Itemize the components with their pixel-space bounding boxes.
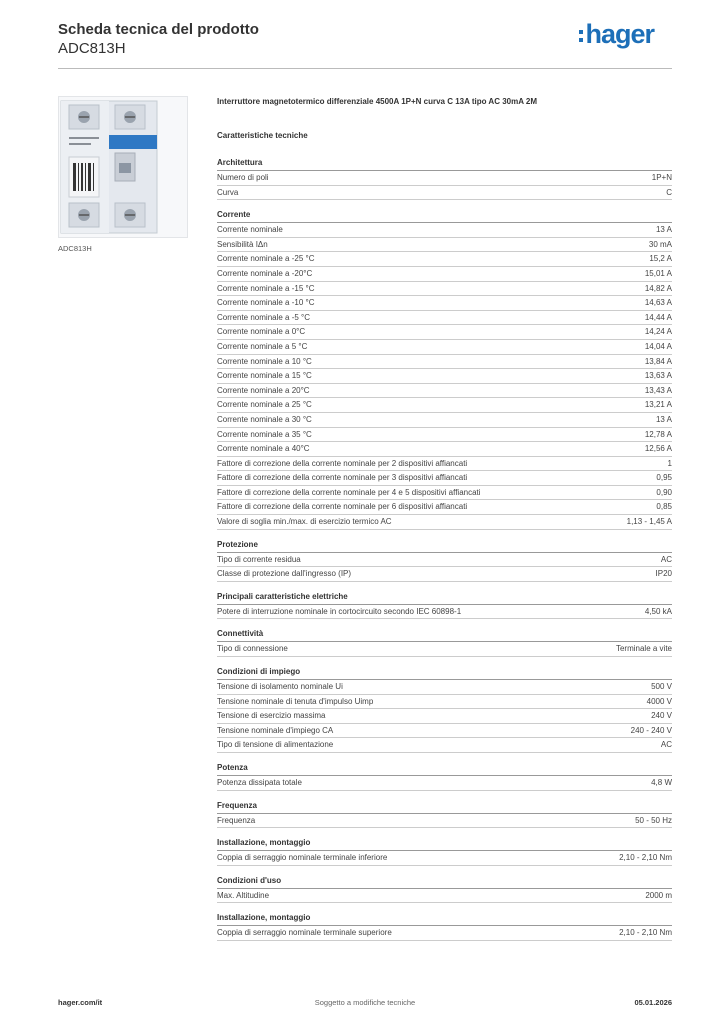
- section-title: Architettura: [217, 157, 672, 171]
- spec-row: [217, 926, 672, 941]
- spec-section: [217, 875, 672, 904]
- logo-text: hager: [585, 19, 654, 49]
- spec-value: 1,13 - 1,45 A: [626, 517, 672, 527]
- spec-value: AC: [660, 740, 672, 750]
- spec-row: [217, 695, 672, 710]
- spec-value: 13 A: [655, 414, 672, 424]
- spec-label: Corrente nominale a -20°C: [217, 268, 313, 278]
- spec-value: 13 A: [655, 225, 672, 235]
- spec-label: Sensibilità IΔn: [217, 239, 268, 249]
- spec-label: Frequenza: [217, 815, 256, 825]
- hager-logo: [579, 20, 654, 48]
- spec-value: Terminale a vite: [615, 644, 672, 654]
- spec-row: [217, 486, 672, 501]
- spec-row: [217, 252, 672, 267]
- spec-value: 15,01 A: [644, 268, 672, 278]
- spec-row: [217, 384, 672, 399]
- spec-label: Curva: [217, 187, 239, 197]
- section-title: Corrente: [217, 209, 672, 223]
- spec-value: 15,2 A: [649, 254, 672, 264]
- section-title: Principali caratteristiche elettriche: [217, 591, 672, 605]
- spec-row: [217, 267, 672, 282]
- spec-row: [217, 567, 672, 582]
- spec-value: 4,8 W: [651, 778, 672, 787]
- spec-value: 2,10 - 2,10 Nm: [619, 853, 672, 863]
- spec-value: 12,56 A: [644, 444, 672, 454]
- spec-row: [217, 553, 672, 568]
- spec-value: 14,04 A: [644, 341, 672, 351]
- spec-value: 13,43 A: [644, 385, 672, 395]
- spec-row: [217, 814, 672, 829]
- spec-row: [217, 851, 672, 866]
- spec-value: 2000 m: [645, 890, 672, 900]
- spec-row: [217, 776, 672, 791]
- spec-value: C: [666, 187, 672, 197]
- spec-row: [217, 442, 672, 457]
- spec-value: 240 V: [651, 711, 672, 721]
- spec-value: 0,90: [656, 487, 672, 497]
- spec-label: Corrente nominale: [217, 225, 283, 235]
- spec-label: Tensione nominale d'impiego CA: [217, 725, 334, 735]
- spec-label: Potere di interruzione nominale in cortocircuito secondo IEC 60898-1: [217, 606, 462, 616]
- product-code: ADC813H: [58, 40, 126, 57]
- spec-row: [217, 605, 672, 620]
- spec-row: [217, 889, 672, 904]
- spec-value: 0,95: [656, 473, 672, 483]
- spec-section: [217, 762, 672, 791]
- spec-row: [217, 369, 672, 384]
- section-title: Potenza: [217, 762, 672, 776]
- footer-date: 05.01.2026: [634, 998, 672, 1007]
- spec-label: Corrente nominale a 35 °C: [217, 429, 312, 439]
- spec-label: Tensione nominale di tenuta d'impulso Uimp: [217, 696, 374, 706]
- footer-note: Soggetto a modifiche tecniche: [314, 998, 416, 1007]
- spec-label: Corrente nominale a 30 °C: [217, 414, 312, 424]
- section-title: Condizioni d'uso: [217, 875, 672, 889]
- spec-label: Potenza dissipata totale: [217, 778, 302, 787]
- specs-heading: Caratteristiche tecniche: [217, 131, 308, 140]
- header-divider: [58, 68, 672, 69]
- spec-section: [217, 628, 672, 657]
- spec-label: Corrente nominale a -15 °C: [217, 283, 315, 293]
- spec-sheet: [217, 96, 672, 950]
- spec-label: Fattore di correzione della corrente nominale per 6 dispositivi affiancati: [217, 502, 468, 512]
- spec-label: Fattore di correzione della corrente nominale per 3 dispositivi affiancati: [217, 473, 468, 483]
- spec-row: [217, 223, 672, 238]
- spec-row: [217, 500, 672, 515]
- spec-row: [217, 413, 672, 428]
- spec-label: Tipo di corrente residua: [217, 554, 301, 564]
- spec-value: 240 - 240 V: [630, 725, 672, 735]
- spec-value: 30 mA: [648, 239, 672, 249]
- spec-value: 1: [667, 458, 672, 468]
- spec-value: AC: [660, 554, 672, 564]
- spec-label: Tensione di isolamento nominale Ui: [217, 682, 343, 692]
- spec-value: 14,44 A: [644, 312, 672, 322]
- spec-sections: [217, 157, 672, 941]
- spec-row: [217, 457, 672, 472]
- spec-section: [217, 666, 672, 753]
- spec-row: [217, 296, 672, 311]
- spec-label: Valore di soglia min./max. di esercizio termico AC: [217, 517, 392, 527]
- spec-value: 2,10 - 2,10 Nm: [619, 928, 672, 938]
- spec-value: 13,84 A: [644, 356, 672, 366]
- spec-label: Corrente nominale a 20°C: [217, 385, 310, 395]
- spec-label: Coppia di serraggio nominale terminale inferiore: [217, 853, 388, 863]
- spec-label: Corrente nominale a -5 °C: [217, 312, 311, 322]
- spec-value: 50 - 50 Hz: [635, 815, 672, 825]
- spec-section: [217, 912, 672, 941]
- spec-row: [217, 471, 672, 486]
- logo-dots-icon: [579, 26, 583, 46]
- spec-row: [217, 186, 672, 201]
- spec-label: Fattore di correzione della corrente nominale per 4 e 5 dispositivi affiancati: [217, 487, 481, 497]
- spec-label: Corrente nominale a 40°C: [217, 444, 310, 454]
- spec-value: 13,63 A: [644, 371, 672, 381]
- spec-value: IP20: [655, 569, 672, 579]
- spec-label: Corrente nominale a 10 °C: [217, 356, 312, 366]
- spec-value: 4000 V: [646, 696, 672, 706]
- spec-value: 0,85: [656, 502, 672, 512]
- spec-row: [217, 642, 672, 657]
- spec-row: [217, 355, 672, 370]
- spec-row: [217, 238, 672, 253]
- section-title: Installazione, montaggio: [217, 837, 672, 851]
- product-description: Interruttore magnetotermico differenziale 4500A 1P+N curva C 13A tipo AC 30mA 2M: [217, 97, 538, 106]
- spec-label: Fattore di correzione della corrente nominale per 2 dispositivi affiancati: [217, 458, 468, 468]
- spec-value: 14,63 A: [644, 298, 672, 308]
- spec-label: Corrente nominale a 15 °C: [217, 371, 312, 381]
- spec-section: [217, 837, 672, 866]
- spec-section: [217, 209, 672, 529]
- image-caption: ADC813H: [58, 244, 92, 253]
- section-title: Installazione, montaggio: [217, 912, 672, 926]
- spec-row: [217, 724, 672, 739]
- spec-value: 14,82 A: [644, 283, 672, 293]
- spec-section: [217, 591, 672, 620]
- spec-row: [217, 282, 672, 297]
- page-header: [58, 20, 672, 68]
- spec-section: [217, 800, 672, 829]
- footer-website: hager.com/it: [58, 998, 103, 1007]
- spec-row: [217, 738, 672, 753]
- section-title: Frequenza: [217, 800, 672, 814]
- spec-label: Corrente nominale a 25 °C: [217, 400, 312, 410]
- spec-value: 1P+N: [651, 173, 672, 182]
- spec-value: 14,24 A: [644, 327, 672, 337]
- section-title: Condizioni di impiego: [217, 666, 672, 680]
- product-image: [58, 96, 188, 238]
- spec-row: [217, 398, 672, 413]
- spec-label: Numero di poli: [217, 173, 269, 182]
- spec-row: [217, 709, 672, 724]
- spec-row: [217, 311, 672, 326]
- spec-value: 12,78 A: [644, 429, 672, 439]
- spec-row: [217, 515, 672, 530]
- circuit-breaker-icon: [59, 97, 189, 239]
- spec-section: [217, 539, 672, 582]
- spec-value: 500 V: [651, 682, 672, 692]
- spec-value: 4,50 kA: [644, 606, 672, 616]
- spec-label: Corrente nominale a 0°C: [217, 327, 306, 337]
- spec-label: Tensione di esercizio massima: [217, 711, 326, 721]
- spec-section: [217, 157, 672, 200]
- spec-row: [217, 428, 672, 443]
- spec-row: [217, 680, 672, 695]
- spec-label: Max. Altitudine: [217, 890, 270, 900]
- spec-label: Tipo di connessione: [217, 644, 288, 654]
- spec-label: Corrente nominale a 5 °C: [217, 341, 308, 351]
- spec-label: Classe di protezione dall'ingresso (IP): [217, 569, 352, 579]
- spec-row: [217, 340, 672, 355]
- spec-label: Coppia di serraggio nominale terminale superiore: [217, 928, 392, 938]
- page-title: Scheda tecnica del prodotto: [58, 21, 259, 38]
- spec-label: Corrente nominale a -10 °C: [217, 298, 315, 308]
- spec-label: Corrente nominale a -25 °C: [217, 254, 315, 264]
- spec-value: 13,21 A: [644, 400, 672, 410]
- spec-row: [217, 171, 672, 186]
- section-title: Connettività: [217, 628, 672, 642]
- spec-label: Tipo di tensione di alimentazione: [217, 740, 334, 750]
- section-title: Protezione: [217, 539, 672, 553]
- spec-row: [217, 325, 672, 340]
